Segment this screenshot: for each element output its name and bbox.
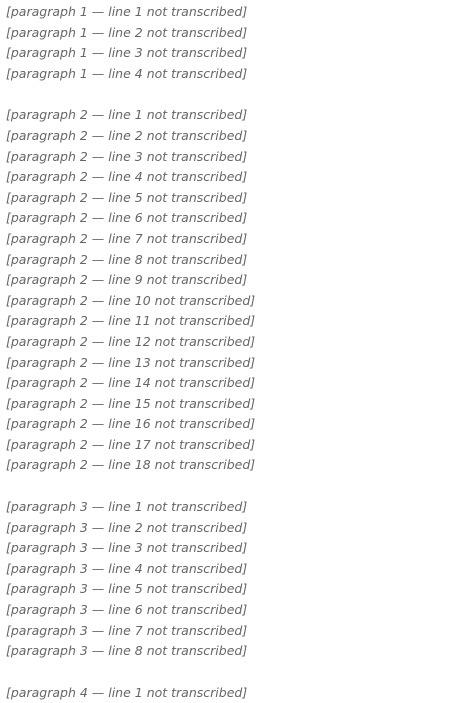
text-line: [paragraph 3 — line 8 not transcribed] bbox=[6, 643, 248, 659]
text-line: [paragraph 2 — line 11 not transcribed] bbox=[6, 313, 256, 329]
text-line: [paragraph 2 — line 6 not transcribed] bbox=[6, 210, 248, 226]
text-line: [paragraph 2 — line 4 not transcribed] bbox=[6, 169, 248, 185]
text-line: [paragraph 3 — line 1 not transcribed] bbox=[6, 499, 248, 515]
text-line: [paragraph 1 — line 3 not transcribed] bbox=[6, 45, 248, 61]
text-line: [paragraph 2 — line 9 not transcribed] bbox=[6, 272, 248, 288]
text-line: [paragraph 2 — line 1 not transcribed] bbox=[6, 107, 248, 123]
text-line: [paragraph 3 — line 5 not transcribed] bbox=[6, 581, 248, 597]
text-line: [paragraph 2 — line 15 not transcribed] bbox=[6, 395, 256, 411]
text-line: [paragraph 1 — line 2 not transcribed] bbox=[6, 24, 248, 40]
text-line: [paragraph 2 — line 16 not transcribed] bbox=[6, 416, 256, 432]
text-line: [paragraph 4 — line 1 not transcribed] bbox=[6, 684, 248, 700]
text-line: [paragraph 2 — line 2 not transcribed] bbox=[6, 127, 248, 143]
body-paragraph bbox=[6, 683, 450, 703]
text-line: [paragraph 2 — line 18 not transcribed] bbox=[6, 457, 256, 473]
text-line: [paragraph 3 — line 4 not transcribed] bbox=[6, 560, 248, 576]
text-line: [paragraph 2 — line 7 not transcribed] bbox=[6, 230, 248, 246]
text-line: [paragraph 2 — line 5 not transcribed] bbox=[6, 189, 248, 205]
text-line: [paragraph 2 — line 10 not transcribed] bbox=[6, 292, 256, 308]
body-paragraph bbox=[6, 105, 450, 476]
text-line: [paragraph 2 — line 17 not transcribed] bbox=[6, 436, 256, 452]
text-line: [paragraph 2 — line 8 not transcribed] bbox=[6, 251, 248, 267]
text-line: [paragraph 3 — line 7 not transcribed] bbox=[6, 622, 248, 638]
text-line: [paragraph 3 — line 2 not transcribed] bbox=[6, 519, 248, 535]
body-paragraph bbox=[6, 497, 450, 662]
text-line: [paragraph 1 — line 1 not transcribed] bbox=[6, 4, 248, 19]
text-line: [paragraph 1 — line 4 not transcribed] bbox=[6, 65, 248, 81]
text-line: [paragraph 3 — line 3 not transcribed] bbox=[6, 540, 248, 556]
text-line: [paragraph 2 — line 13 not transcribed] bbox=[6, 354, 256, 370]
text-line: [paragraph 3 — line 6 not transcribed] bbox=[6, 602, 248, 618]
text-line: [paragraph 2 — line 14 not transcribed] bbox=[6, 375, 256, 391]
text-line: [paragraph 2 — line 3 not transcribed] bbox=[6, 148, 248, 164]
text-line: [paragraph 2 — line 12 not transcribed] bbox=[6, 333, 256, 349]
document-page bbox=[6, 2, 450, 700]
body-paragraph bbox=[6, 2, 450, 84]
